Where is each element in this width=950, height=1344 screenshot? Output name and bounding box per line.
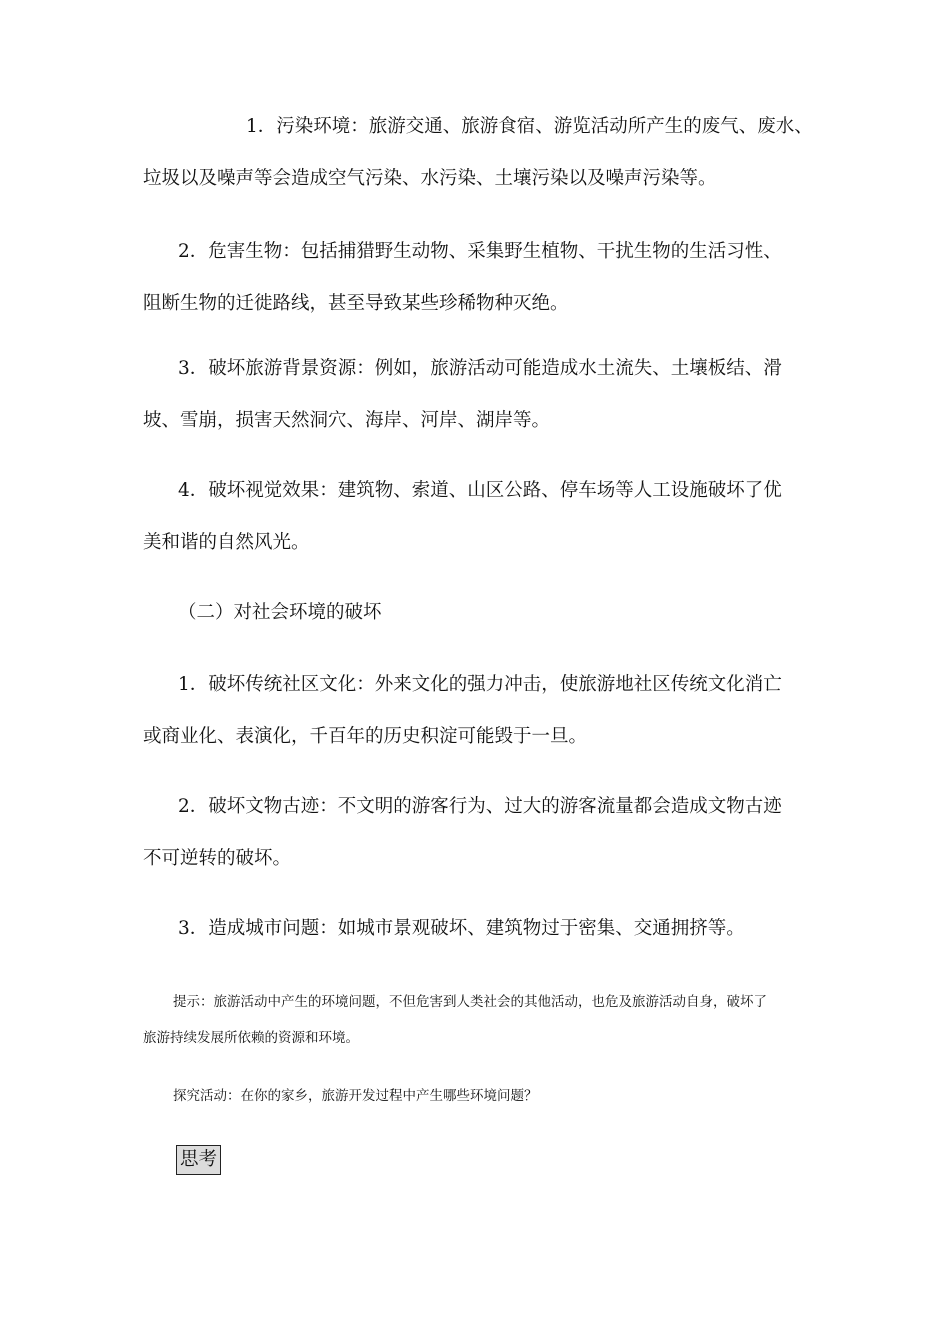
activity-text: 探究活动：在你的家乡，旅游开发过程中产生哪些环境问题？	[173, 1088, 538, 1104]
paragraph-line: 3．破坏旅游背景资源：例如，旅游活动可能造成水土流失、土壤板结、滑	[178, 358, 782, 379]
paragraph-city-problems	[143, 903, 803, 955]
tip-line: 旅游持续发展所依赖的资源和环境。	[143, 1030, 359, 1046]
paragraph-line: 美和谐的自然风光。	[143, 532, 310, 553]
think-label-box: 思考	[176, 1145, 221, 1175]
paragraph-line: 1．污染环境：旅游交通、旅游食宿、游览活动所产生的废气、废水、	[246, 116, 813, 137]
paragraph-line: 1．破坏传统社区文化：外来文化的强力冲击，使旅游地社区传统文化消亡	[178, 674, 782, 695]
paragraph-community-culture	[143, 659, 803, 763]
tip-paragraph	[143, 984, 823, 1056]
paragraph-line: 4．破坏视觉效果：建筑物、索道、山区公路、停车场等人工设施破坏了优	[178, 480, 782, 501]
tip-line: 提示：旅游活动中产生的环境问题，不但危害到人类社会的其他活动，也危及旅游活动自身，破坏了	[173, 994, 767, 1010]
paragraph-line: 阻断生物的迁徙路线，甚至导致某些珍稀物种灭绝。	[143, 293, 569, 314]
paragraph-relics	[143, 781, 803, 885]
paragraph-line: 坡、雪崩，损害天然洞穴、海岸、河岸、湖岸等。	[143, 410, 551, 431]
paragraph-pollution	[143, 101, 813, 205]
paragraph-line: 2．破坏文物古迹：不文明的游客行为、过大的游客流量都会造成文物古迹	[178, 796, 782, 817]
paragraph-biology	[143, 226, 803, 330]
paragraph-line: 3．造成城市问题：如城市景观破坏、建筑物过于密集、交通拥挤等。	[178, 918, 745, 939]
paragraph-line: 或商业化、表演化，千百年的历史积淀可能毁于一旦。	[143, 726, 588, 747]
section-heading-text: （二）对社会环境的破坏	[178, 602, 382, 623]
paragraph-background-resources	[143, 343, 803, 447]
paragraph-line: 不可逆转的破坏。	[143, 848, 292, 869]
section-heading	[143, 587, 803, 639]
paragraph-line: 2．危害生物：包括捕猎野生动物、采集野生植物、干扰生物的生活习性、	[178, 241, 782, 262]
activity-paragraph	[143, 1078, 823, 1114]
paragraph-line: 垃圾以及噪声等会造成空气污染、水污染、土壤污染以及噪声污染等。	[143, 168, 717, 189]
paragraph-visual-effect	[143, 465, 803, 569]
